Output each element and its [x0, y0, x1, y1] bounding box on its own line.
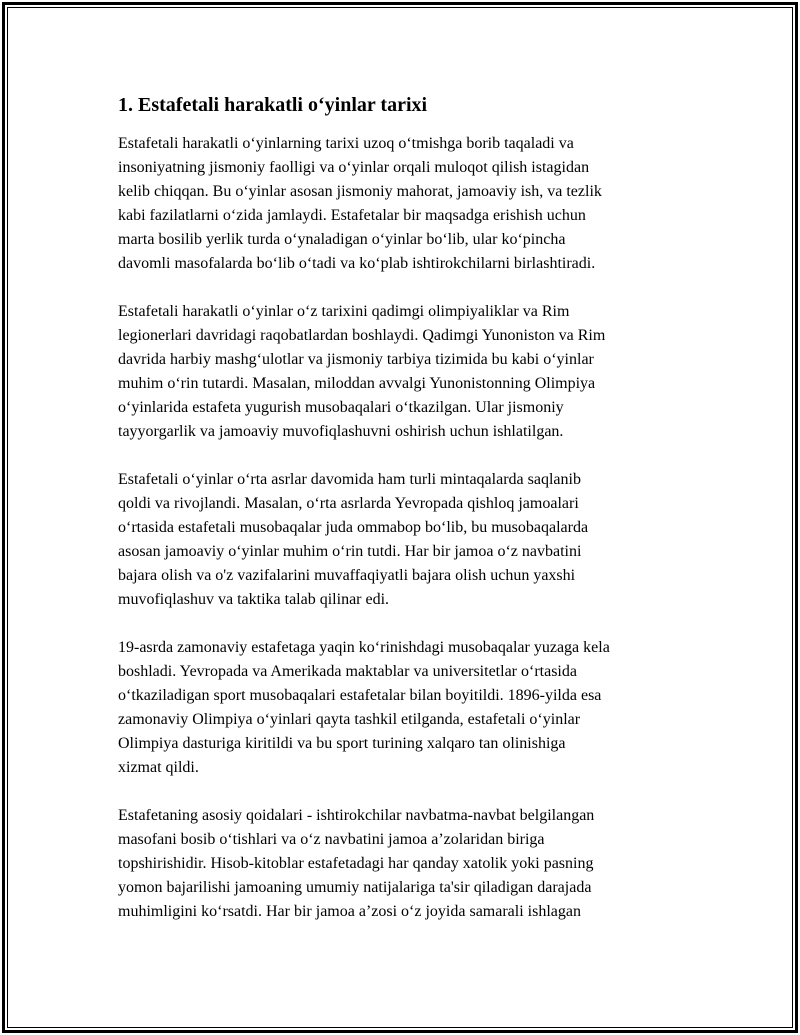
section-heading: 1. Estafetali harakatli o‘yinlar tarixi: [118, 94, 428, 116]
paragraph-2: Estafetali harakatli o‘yinlar o‘z tarixini qadimgi olimpiyaliklar va Rim legionerlari davridagi raqobatlardan boshlaydi. Qadimgi Yunoniston va Rim davrida harbiy mashg‘ulotlar va jismoniy tarbiya tizimida bu kabi o‘yinlar muhim o‘rin tutardi. Masalan, miloddan avvalgi Yunonistonning Olimpiya o‘yinlarida estafeta yugurish musobaqalari o‘tkazilgan. Ular jismoniy tayyorgarlik va jamoaviy muvofiqlashuvni oshirish uchun ishlatilgan.: [118, 303, 606, 440]
paragraph-5: Estafetaning asosiy qoidalari - ishtirokchilar navbatma-navbat belgilangan masofani bosib o‘tishlari va o‘z navbatini jamoa a’zolaridan biriga topshirishidir. Hisob-kitoblar estafetadagi har qanday xatolik yoki pasning yomon bajarilishi jamoaning umumiy natijalariga ta'sir qiladigan darajada muhimligini ko‘rsatdi. Har bir jamoa a’zosi o‘z joyida samarali ishlagan: [118, 807, 595, 920]
paragraph-4: 19-asrda zamonaviy estafetaga yaqin ko‘rinishdagi musobaqalar yuzaga kela boshladi. Yevropada va Amerikada maktablar va universitetlar o‘rtasida o‘tkaziladigan sport musobaqalari estafetalar bilan boyitildi. 1896-yilda esa zamonaviy Olimpiya o‘yinlari qayta tashkil etilganda, estafetali o‘yinlar Olimpiya dasturiga kiritildi va bu sport turining xalqaro tan olinishiga xizmat qildi.: [118, 639, 610, 776]
paragraph-3: Estafetali o‘yinlar o‘rta asrlar davomida ham turli mintaqalarda saqlanib qoldi va rivojlandi. Masalan, o‘rta asrlarda Yevropada qishloq jamoalari o‘rtasida estafetali musobaqalar juda ommabop bo‘lib, bu musobaqalarda asosan jamoaviy o‘yinlar muhim o‘rin tutdi. Har bir jamoa o‘z navbatini bajara olish va o'z vazifalarini muvaffaqiyatli bajara olish uchun yaxshi muvofiqlashuv va taktika talab qilinar edi.: [118, 471, 589, 608]
paragraph-1: Estafetali harakatli o‘yinlarning tarixi uzoq o‘tmishga borib taqaladi va insoniyatning jismoniy faolligi va o‘yinlar orqali muloqot qilish istagidan kelib chiqqan. Bu o‘yinlar asosan jismoniy mahorat, jamoaviy ish, va tezlik kabi fazilatlarni o‘zida jamlaydi. Estafetalar bir maqsadga erishish uchun marta bosilib yerlik turda o‘ynaladigan o‘yinlar bo‘lib, ular ko‘pincha davomli masofalarda bo‘lib o‘tadi va ko‘plab ishtirokchilarni birlashtiradi.: [118, 135, 602, 272]
document-body: [118, 92, 698, 948]
